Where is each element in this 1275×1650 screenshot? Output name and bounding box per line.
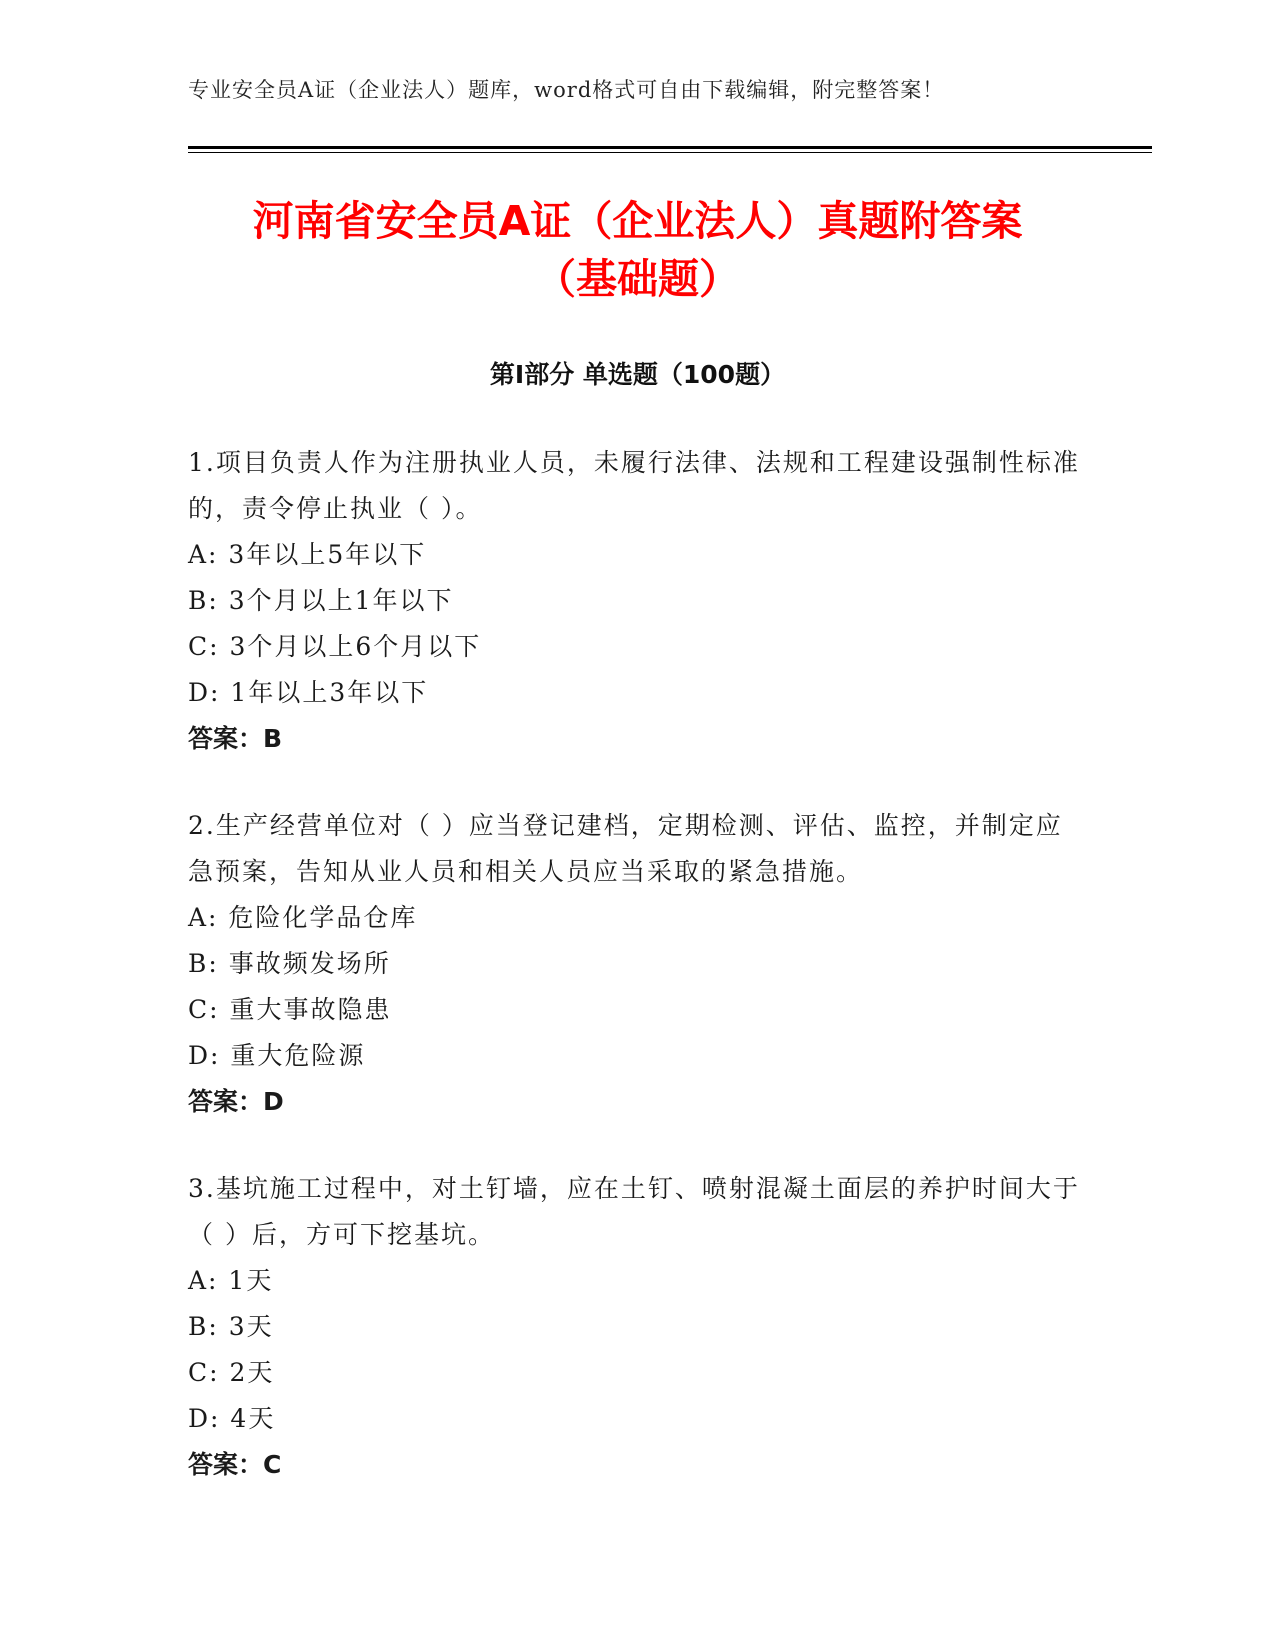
question-stem: 1.项目负责人作为注册执业人员，未履行法律、法规和工程建设强制性标准的，责令停止执业（ ）。: [188, 448, 1080, 523]
option-d: D: 1年以上3年以下: [188, 678, 429, 707]
option-c: C: 3个月以上6个月以下: [188, 632, 482, 661]
question-1: [188, 440, 1088, 762]
header-divider-thick: [188, 146, 1152, 149]
document-title-line-2: （基础题）: [535, 255, 740, 303]
question-stem: 3.基坑施工过程中，对土钉墙，应在土钉、喷射混凝土面层的养护时间大于（ ）后，方可下挖基坑。: [188, 1174, 1080, 1249]
option-b: B: 3个月以上1年以下: [188, 586, 454, 615]
option-b: B: 事故频发场所: [188, 949, 391, 978]
option-c: C: 2天: [188, 1358, 275, 1387]
question-stem: 2.生产经营单位对（ ）应当登记建档，定期检测、评估、监控，并制定应急预案，告知从业人员和相关人员应当采取的紧急措施。: [188, 811, 1063, 886]
option-a: A: 危险化学品仓库: [188, 903, 418, 932]
answer: 答案：C: [188, 1450, 282, 1479]
header-divider-thin: [188, 152, 1152, 153]
section-title: 第I部分 单选题（100题）: [489, 360, 786, 389]
document-title: [140, 192, 1135, 308]
option-b: B: 3天: [188, 1312, 274, 1341]
document-title-line-1: 河南省安全员A证（企业法人）真题附答案: [252, 197, 1023, 245]
option-c: C: 重大事故隐患: [188, 995, 392, 1024]
option-a: A: 3年以上5年以下: [188, 540, 427, 569]
question-3: [188, 1166, 1088, 1488]
header-note: 专业安全员A证（企业法人）题库，word格式可自由下载编辑，附完整答案！: [188, 78, 945, 102]
option-a: A: 1天: [188, 1266, 274, 1295]
question-2: [188, 803, 1088, 1125]
option-d: D: 4天: [188, 1404, 276, 1433]
option-d: D: 重大危险源: [188, 1041, 366, 1070]
answer: 答案：D: [188, 1087, 284, 1116]
answer: 答案：B: [188, 724, 283, 753]
